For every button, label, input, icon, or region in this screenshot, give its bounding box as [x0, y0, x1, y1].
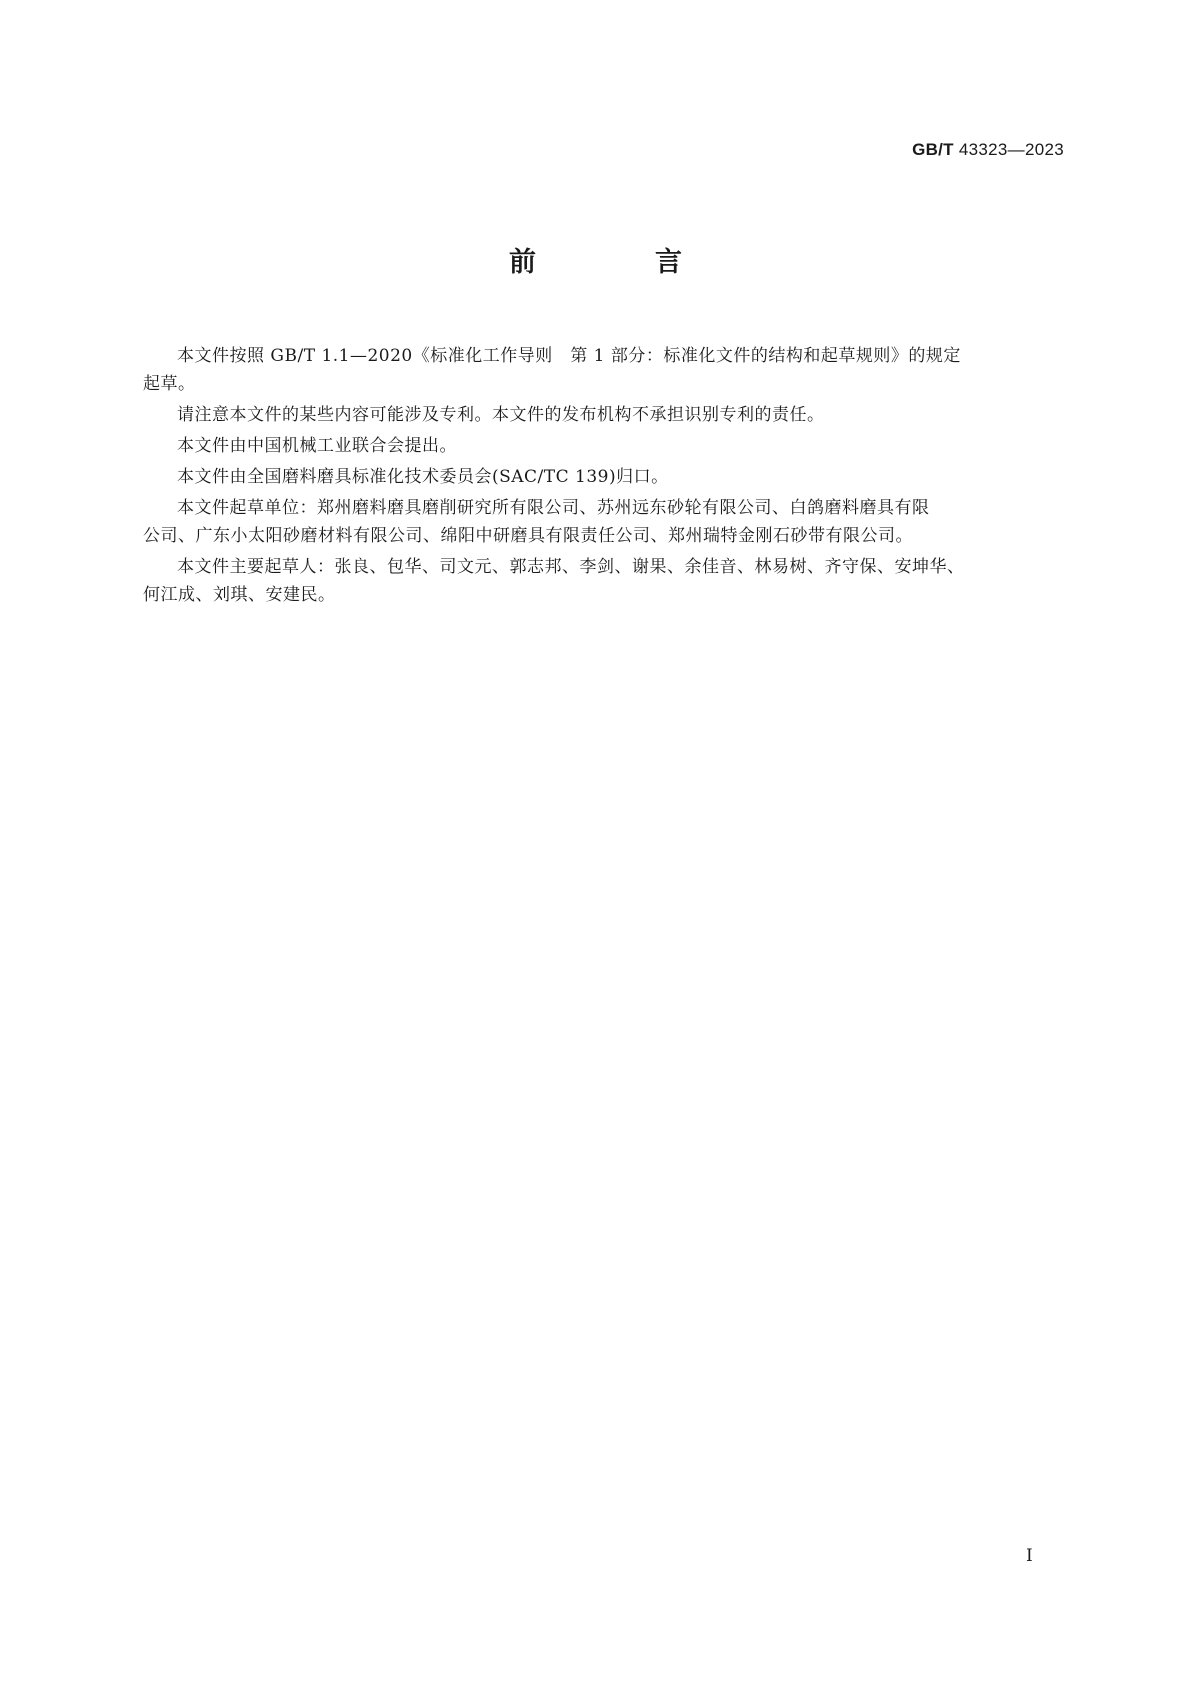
- standard-code: [912, 140, 1064, 160]
- paragraph-proposer: [143, 432, 1058, 460]
- paragraph-line: 起草。: [143, 374, 196, 394]
- paragraph-drafting-rules: [143, 342, 1058, 398]
- paragraph-drafters: [143, 553, 1058, 609]
- preface-body: [143, 342, 1058, 612]
- standard-number: 43323—2023: [958, 140, 1064, 159]
- paragraph-line: 请注意本文件的某些内容可能涉及专利。本文件的发布机构不承担识别专利的责任。: [177, 405, 825, 425]
- paragraph-line: 公司、广东小太阳砂磨材料有限公司、绵阳中研磨具有限责任公司、郑州瑞特金刚石砂带有限公司。: [143, 526, 913, 546]
- page-number: Ⅰ: [1026, 1546, 1033, 1566]
- paragraph-line: 本文件起草单位：郑州磨料磨具磨削研究所有限公司、苏州远东砂轮有限公司、白鸽磨料磨具有限: [177, 498, 930, 518]
- page-title: 前 言: [509, 247, 728, 278]
- paragraph-drafting-organizations: [143, 494, 1058, 550]
- paragraph-technical-committee: [143, 463, 1058, 491]
- paragraph-patent-notice: [143, 401, 1058, 429]
- paragraph-line: 本文件按照 GB/T 1.1—2020《标准化工作导则 第 1 部分：标准化文件的结构和起草规则》的规定: [177, 346, 961, 366]
- paragraph-line: 本文件主要起草人：张良、包华、司文元、郭志邦、李剑、谢果、余佳音、林易树、齐守保、安坤华、: [177, 557, 965, 577]
- paragraph-line: 本文件由中国机械工业联合会提出。: [177, 436, 457, 456]
- paragraph-line: 何江成、刘琪、安建民。: [143, 585, 336, 605]
- paragraph-line: 本文件由全国磨料磨具标准化技术委员会(SAC/TC 139)归口。: [177, 467, 669, 487]
- standard-prefix: GB/T: [912, 140, 954, 159]
